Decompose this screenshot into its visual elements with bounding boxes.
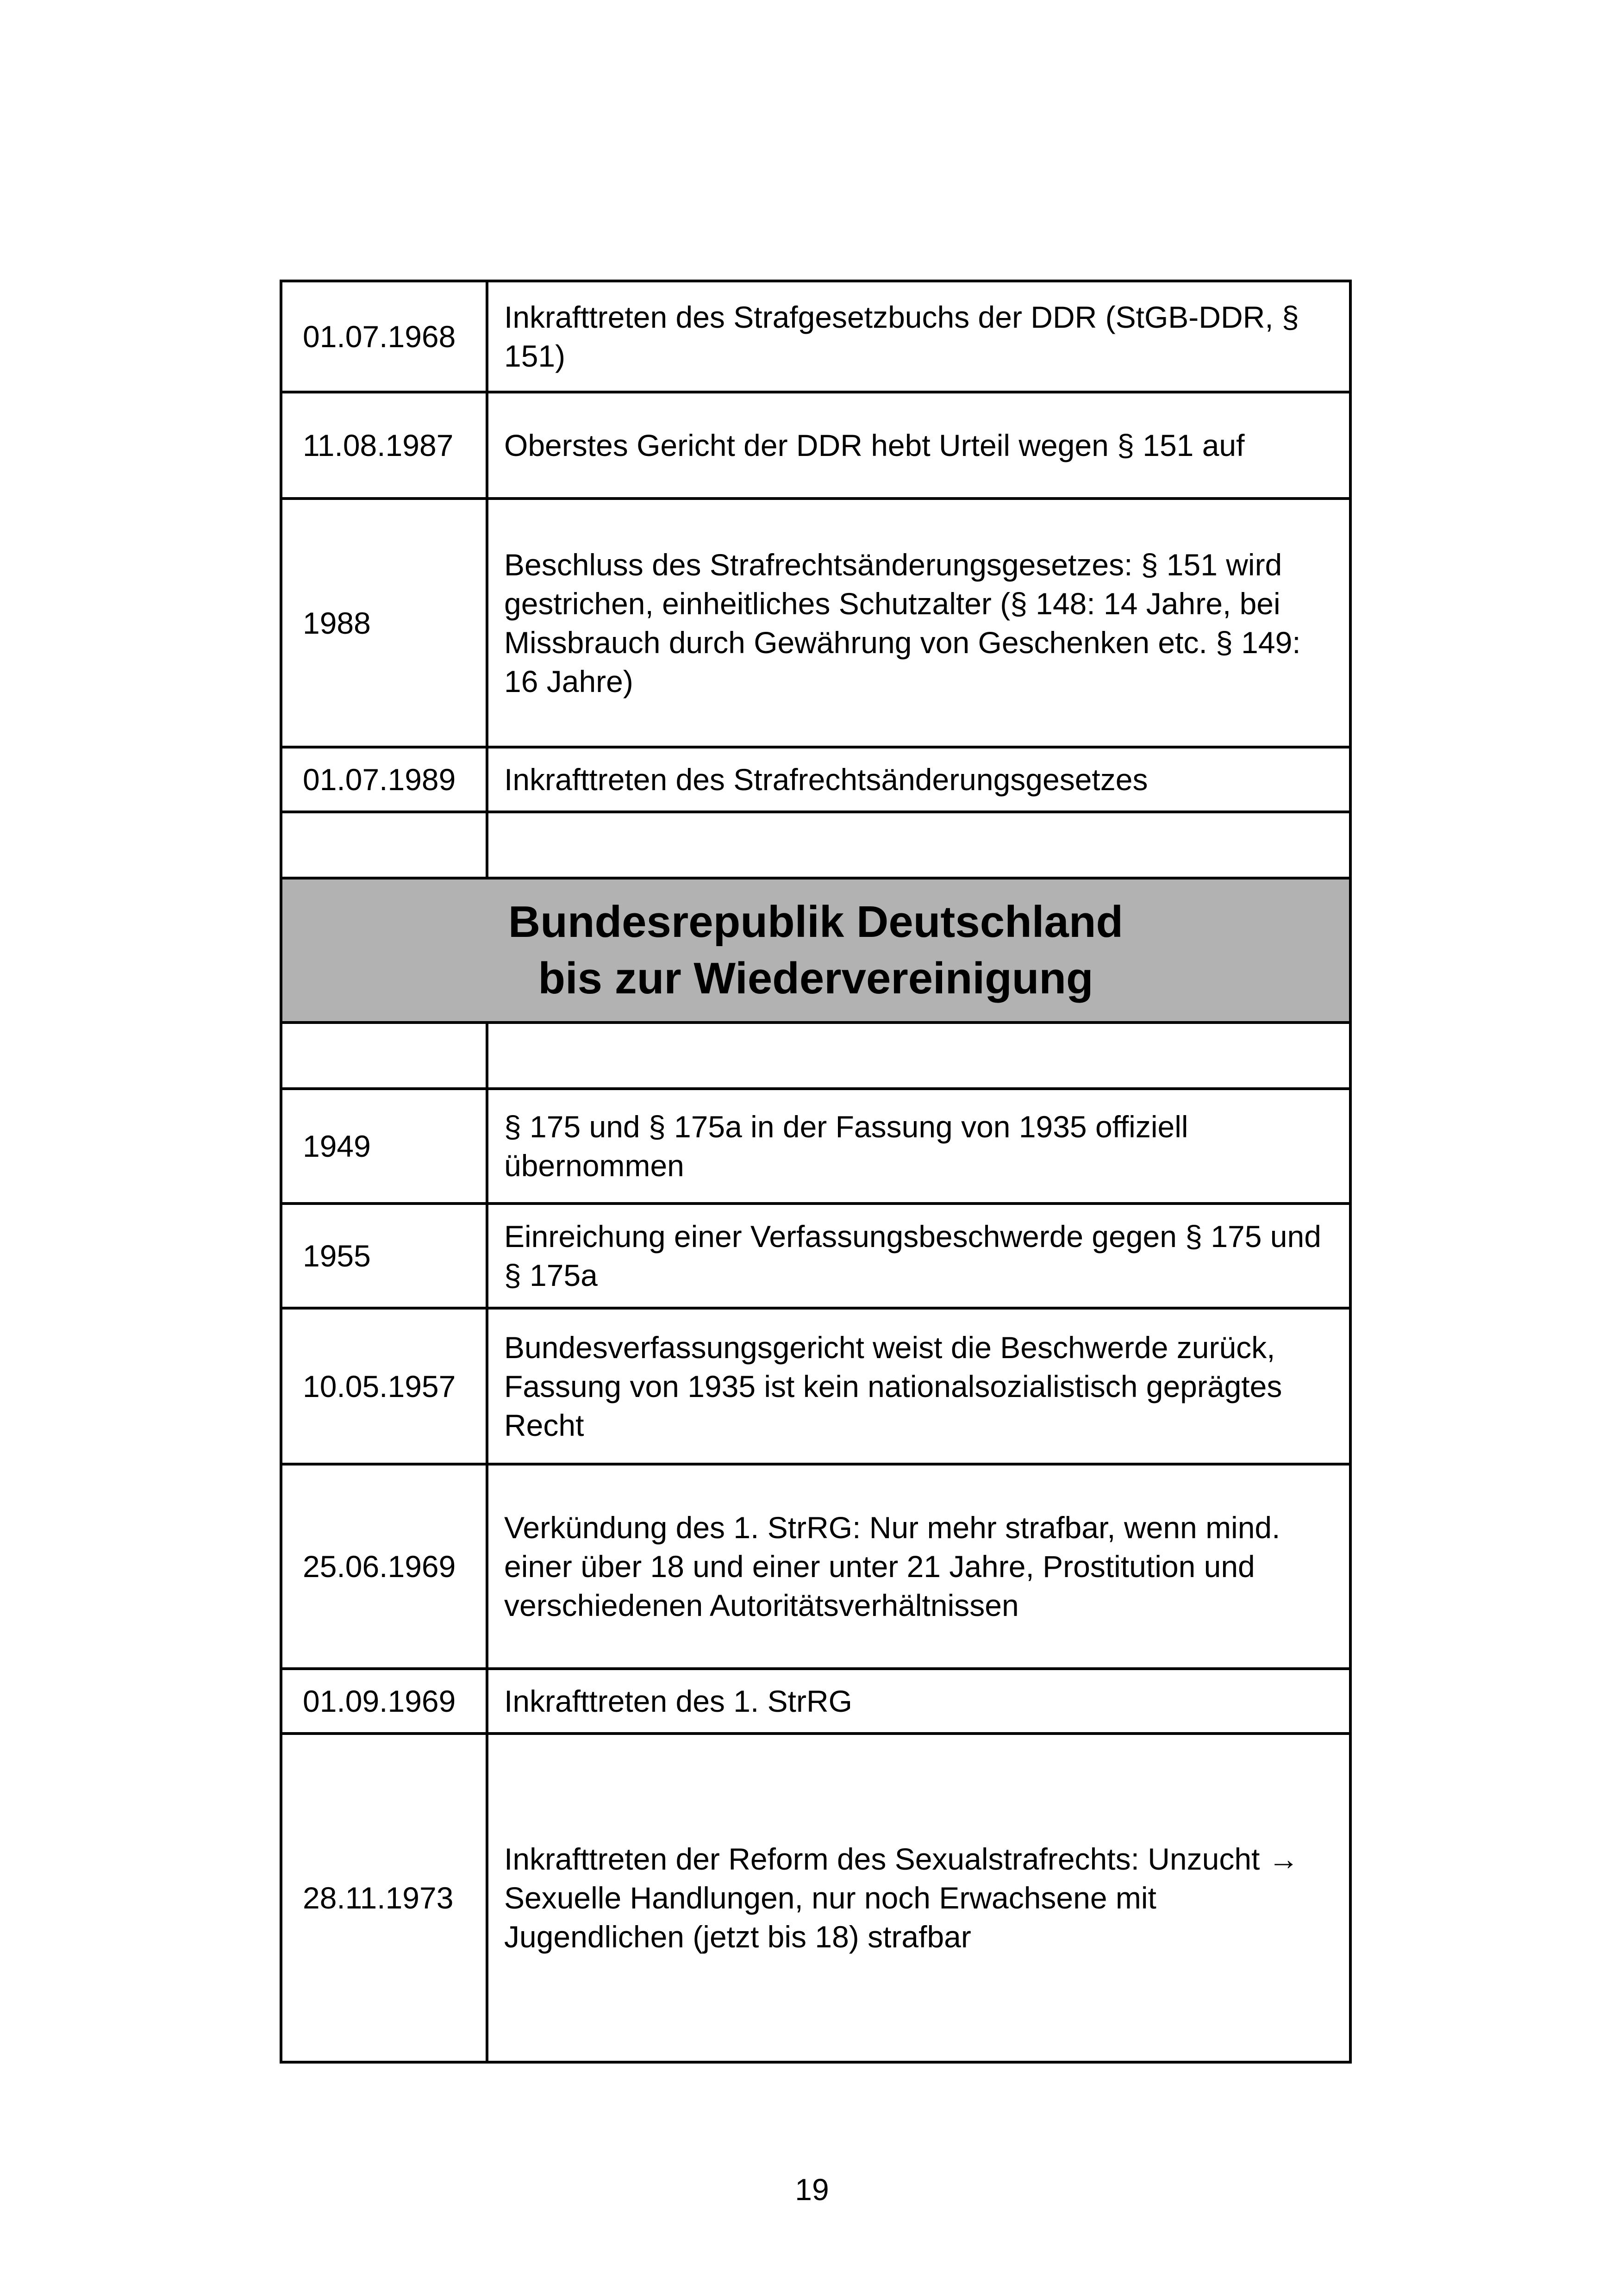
spacer-row bbox=[281, 1023, 1350, 1089]
table-row bbox=[281, 1464, 1350, 1669]
event-cell: Beschluss des Strafrechtsänderungsgesetzes: § 151 wird gestrichen, einheitliches Schutzalter (§ 148: 14 Jahre, bei Missbrauch durch Gewährung von Geschenken etc. § 149: 16 Jahre) bbox=[487, 499, 1350, 747]
empty-cell bbox=[281, 1023, 487, 1089]
event-cell: Inkrafttreten des Strafgesetzbuchs der DDR (StGB-DDR, § 151) bbox=[487, 281, 1350, 392]
date-cell: 1949 bbox=[281, 1089, 487, 1204]
event-cell: Verkündung des 1. StrRG: Nur mehr strafbar, wenn mind. einer über 18 und einer unter 21 Jahre, Prostitution und verschiedenen Autoritätsverhältnissen bbox=[487, 1464, 1350, 1669]
date-cell: 10.05.1957 bbox=[281, 1308, 487, 1464]
table-row bbox=[281, 1204, 1350, 1308]
table-row bbox=[281, 392, 1350, 499]
event-cell: Einreichung einer Verfassungsbeschwerde gegen § 175 und § 175a bbox=[487, 1204, 1350, 1308]
date-cell: 01.07.1968 bbox=[281, 281, 487, 392]
table-row bbox=[281, 499, 1350, 747]
timeline-table bbox=[280, 280, 1352, 2064]
event-cell: Inkrafttreten des Strafrechtsänderungsgesetzes bbox=[487, 747, 1350, 812]
table-row bbox=[281, 1308, 1350, 1464]
section-header-line1: Bundesrepublik Deutschland bbox=[508, 897, 1124, 947]
date-cell: 1988 bbox=[281, 499, 487, 747]
date-cell: 25.06.1969 bbox=[281, 1464, 487, 1669]
section-header-line2: bis zur Wiedervereinigung bbox=[538, 954, 1093, 1003]
spacer-row bbox=[281, 812, 1350, 878]
table-row bbox=[281, 1734, 1350, 2062]
event-cell: Oberstes Gericht der DDR hebt Urteil wegen § 151 auf bbox=[487, 392, 1350, 499]
section-row bbox=[281, 878, 1350, 1023]
date-cell: 1955 bbox=[281, 1204, 487, 1308]
event-cell: § 175 und § 175a in der Fassung von 1935 offiziell übernommen bbox=[487, 1089, 1350, 1204]
table-row bbox=[281, 1669, 1350, 1734]
empty-cell bbox=[487, 1023, 1350, 1089]
event-cell: Inkrafttreten des 1. StrRG bbox=[487, 1669, 1350, 1734]
table-row bbox=[281, 1089, 1350, 1204]
date-cell: 28.11.1973 bbox=[281, 1734, 487, 2062]
date-cell: 11.08.1987 bbox=[281, 392, 487, 499]
empty-cell bbox=[487, 812, 1350, 878]
event-cell: Inkrafttreten der Reform des Sexualstrafrechts: Unzucht → Sexuelle Handlungen, nur noch Erwachsene mit Jugendlichen (jetzt bis 18) strafbar bbox=[487, 1734, 1350, 2062]
section-header bbox=[281, 878, 1350, 1023]
table-row bbox=[281, 281, 1350, 392]
table-row bbox=[281, 747, 1350, 812]
empty-cell bbox=[281, 812, 487, 878]
page-number: 19 bbox=[795, 2172, 829, 2207]
date-cell: 01.09.1969 bbox=[281, 1669, 487, 1734]
date-cell: 01.07.1989 bbox=[281, 747, 487, 812]
event-cell: Bundesverfassungsgericht weist die Beschwerde zurück, Fassung von 1935 ist kein nationalsozialistisch geprägtes Recht bbox=[487, 1308, 1350, 1464]
